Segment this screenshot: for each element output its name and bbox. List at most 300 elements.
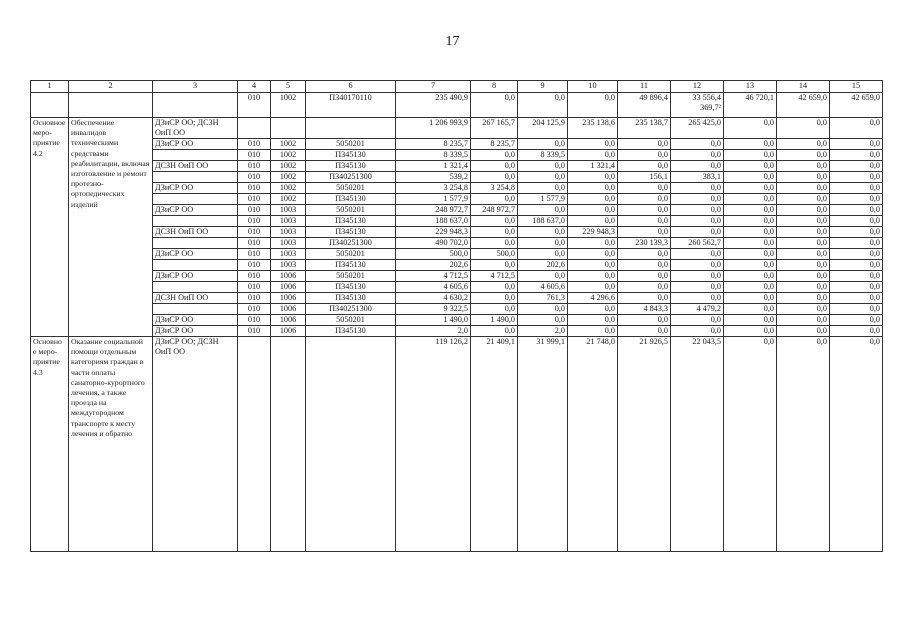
section-code-cell: 1006 [271,326,306,337]
table-row [31,337,883,552]
year-col-15-cell: 0,0 [830,293,883,304]
year-col-11-cell: 0,0 [618,150,671,161]
ministry-code-cell: 010 [238,183,271,194]
year-col-11-cell: 0,0 [618,249,671,260]
year-col-10-cell: 21 748,0 [568,337,618,552]
year-col-12-cell: 22 043,5 [671,337,724,552]
section-code-cell: 1003 [271,249,306,260]
total-amount-cell: 9 322,5 [396,304,471,315]
year-col-11-cell: 235 138,7 [618,118,671,139]
year-col-10-cell: 0,0 [568,282,618,293]
executor-cell: ДСЗН ОиП ОО [153,227,238,238]
total-amount-cell: 490 702,0 [396,238,471,249]
column-number: 11 [618,81,671,93]
target-article-cell [306,118,396,139]
column-number: 13 [724,81,777,93]
page-number: 17 [445,34,460,49]
total-amount-cell: 235 490,9 [396,93,471,118]
section-code-cell: 1006 [271,293,306,304]
year-col-13-cell: 0,0 [724,216,777,227]
executor-cell [153,216,238,227]
year-col-12-cell: 33 556,4 369,7² [671,93,724,118]
year-col-15-cell: 0,0 [830,315,883,326]
executor-cell: ДСЗН ОиП ОО [153,161,238,172]
section-code-cell: 1002 [271,161,306,172]
target-article-cell: П345130 [306,293,396,304]
year-col-8-cell: 0,0 [471,194,518,205]
target-article-cell: 5050201 [306,315,396,326]
year-col-14-cell: 0,0 [777,249,830,260]
section-code-cell: 1002 [271,93,306,118]
table-row [31,271,883,282]
year-col-10-cell: 0,0 [568,326,618,337]
section-code-cell: 1006 [271,315,306,326]
column-number: 10 [568,81,618,93]
year-col-11-cell: 0,0 [618,293,671,304]
year-col-13-cell: 0,0 [724,150,777,161]
target-article-cell: П340251300 [306,172,396,183]
column-number: 12 [671,81,724,93]
year-col-13-cell: 0,0 [724,315,777,326]
year-col-8-cell: 248 972,7 [471,205,518,216]
total-amount-cell: 500,0 [396,249,471,260]
table-row [31,161,883,172]
year-col-13-cell: 0,0 [724,304,777,315]
year-col-14-cell: 0,0 [777,293,830,304]
year-col-13-cell: 0,0 [724,172,777,183]
section-code-cell: 1006 [271,282,306,293]
year-col-8-cell: 1 490,0 [471,315,518,326]
year-col-9-cell: 188 637,0 [518,216,568,227]
section-code-cell: 1006 [271,271,306,282]
ministry-code-cell: 010 [238,304,271,315]
year-col-11-cell: 49 896,4 [618,93,671,118]
section-code-cell: 1003 [271,238,306,249]
year-col-11-cell: 0,0 [618,139,671,150]
year-col-12-cell: 0,0 [671,216,724,227]
year-col-10-cell: 0,0 [568,194,618,205]
year-col-10-cell: 0,0 [568,139,618,150]
year-col-8-cell: 500,0 [471,249,518,260]
year-col-14-cell: 0,0 [777,161,830,172]
column-number: 5 [271,81,306,93]
year-col-9-cell: 204 125,9 [518,118,568,139]
ministry-code-cell: 010 [238,194,271,205]
year-col-15-cell: 0,0 [830,282,883,293]
target-article-cell: П340170110 [306,93,396,118]
year-col-12-cell: 0,0 [671,282,724,293]
ministry-code-cell: 010 [238,139,271,150]
table-row [31,139,883,150]
year-col-10-cell: 4 296,6 [568,293,618,304]
year-col-8-cell: 0,0 [471,238,518,249]
column-number: 7 [396,81,471,93]
year-col-10-cell: 0,0 [568,260,618,271]
target-article-cell: П345130 [306,227,396,238]
year-col-11-cell: 0,0 [618,194,671,205]
year-col-13-cell: 0,0 [724,194,777,205]
year-col-13-cell: 0,0 [724,227,777,238]
year-col-11-cell: 0,0 [618,282,671,293]
total-amount-cell: 1 206 993,9 [396,118,471,139]
year-col-12-cell: 0,0 [671,315,724,326]
executor-cell [153,93,238,118]
year-col-9-cell: 0,0 [518,161,568,172]
year-col-12-cell: 0,0 [671,271,724,282]
header-row [31,81,883,93]
year-col-12-cell: 0,0 [671,249,724,260]
table-row [31,205,883,216]
year-col-12-cell: 260 562,7 [671,238,724,249]
total-amount-cell: 229 948,3 [396,227,471,238]
year-col-14-cell: 0,0 [777,304,830,315]
year-col-14-cell: 0,0 [777,194,830,205]
ministry-code-cell [238,118,271,139]
year-col-13-cell: 0,0 [724,271,777,282]
year-col-14-cell: 0,0 [777,118,830,139]
year-col-13-cell: 0,0 [724,293,777,304]
year-col-11-cell: 230 139,3 [618,238,671,249]
year-col-9-cell: 8 339,5 [518,150,568,161]
column-number: 8 [471,81,518,93]
total-amount-cell: 3 254,8 [396,183,471,194]
year-col-10-cell: 235 138,6 [568,118,618,139]
executor-cell [153,194,238,205]
table-row [31,249,883,260]
section-code-cell: 1003 [271,227,306,238]
total-amount-cell: 188 637,0 [396,216,471,227]
year-col-15-cell: 0,0 [830,161,883,172]
year-col-15-cell: 0,0 [830,194,883,205]
year-col-11-cell: 21 926,5 [618,337,671,552]
ministry-code-cell: 010 [238,93,271,118]
year-col-8-cell: 0,0 [471,150,518,161]
target-article-cell: 5050201 [306,205,396,216]
section-code-cell: 1003 [271,216,306,227]
year-col-9-cell: 0,0 [518,249,568,260]
year-col-15-cell: 0,0 [830,304,883,315]
year-col-11-cell: 0,0 [618,315,671,326]
year-col-8-cell: 0,0 [471,282,518,293]
year-col-10-cell: 0,0 [568,216,618,227]
total-amount-cell: 119 126,2 [396,337,471,552]
year-col-8-cell: 0,0 [471,216,518,227]
year-col-10-cell: 0,0 [568,304,618,315]
year-col-11-cell: 0,0 [618,161,671,172]
ministry-code-cell: 010 [238,249,271,260]
empty-cell [31,93,69,118]
table-row [31,183,883,194]
year-col-14-cell: 0,0 [777,227,830,238]
year-col-8-cell: 0,0 [471,172,518,183]
year-col-13-cell: 46 720,1 [724,93,777,118]
year-col-13-cell: 0,0 [724,205,777,216]
year-col-12-cell: 0,0 [671,150,724,161]
year-col-9-cell: 2,0 [518,326,568,337]
year-col-15-cell: 0,0 [830,118,883,139]
year-col-14-cell: 0,0 [777,183,830,194]
year-col-9-cell: 0,0 [518,271,568,282]
table-row [31,260,883,271]
year-col-12-cell: 0,0 [671,205,724,216]
executor-cell [153,304,238,315]
year-col-10-cell: 0,0 [568,183,618,194]
year-col-11-cell: 0,0 [618,260,671,271]
table-row [31,194,883,205]
year-col-12-cell: 0,0 [671,227,724,238]
year-col-14-cell: 42 659,0 [777,93,830,118]
executor-cell [153,238,238,249]
year-col-12-cell: 0,0 [671,293,724,304]
column-number: 3 [153,81,238,93]
year-col-13-cell: 0,0 [724,238,777,249]
year-col-13-cell: 0,0 [724,326,777,337]
year-col-10-cell: 0,0 [568,205,618,216]
year-col-10-cell: 0,0 [568,150,618,161]
year-col-9-cell: 31 999,1 [518,337,568,552]
year-col-15-cell: 0,0 [830,183,883,194]
ministry-code-cell: 010 [238,326,271,337]
target-article-cell [306,337,396,552]
year-col-14-cell: 0,0 [777,216,830,227]
column-number: 1 [31,81,69,93]
target-article-cell: 5050201 [306,271,396,282]
target-article-cell: П345130 [306,194,396,205]
description-cell: Оказание социальной помощи отдельным категориям граждан в части оплаты санаторно-курортного лечения, а также проезда на междугородном транспорте к месту лечения и обратно [69,337,153,552]
target-article-cell: 5050201 [306,139,396,150]
year-col-15-cell: 0,0 [830,216,883,227]
empty-cell [69,93,153,118]
ministry-code-cell: 010 [238,227,271,238]
section-code-cell [271,118,306,139]
year-col-15-cell: 0,0 [830,150,883,161]
year-col-8-cell: 4 712,5 [471,271,518,282]
year-col-15-cell: 0,0 [830,238,883,249]
section-code-cell: 1003 [271,260,306,271]
year-col-11-cell: 4 843,3 [618,304,671,315]
table-row [31,282,883,293]
event-cell: Основно е меро-приятие 4.3 [31,337,69,552]
target-article-cell: 5050201 [306,249,396,260]
total-amount-cell: 248 972,7 [396,205,471,216]
year-col-9-cell: 0,0 [518,172,568,183]
year-col-15-cell: 0,0 [830,271,883,282]
column-number: 15 [830,81,883,93]
year-col-13-cell: 0,0 [724,161,777,172]
event-cell: Основное меро-приятие 4.2 [31,118,69,337]
year-col-14-cell: 0,0 [777,315,830,326]
budget-table [30,80,883,552]
year-col-9-cell: 1 577,9 [518,194,568,205]
year-col-10-cell: 0,0 [568,172,618,183]
year-col-11-cell: 0,0 [618,326,671,337]
year-col-12-cell: 0,0 [671,161,724,172]
column-number: 14 [777,81,830,93]
year-col-8-cell: 3 254,8 [471,183,518,194]
year-col-13-cell: 0,0 [724,183,777,194]
year-col-14-cell: 0,0 [777,205,830,216]
table-row [31,238,883,249]
ministry-code-cell: 010 [238,260,271,271]
year-col-14-cell: 0,0 [777,139,830,150]
year-col-8-cell: 0,0 [471,304,518,315]
table-row [31,315,883,326]
target-article-cell: П345130 [306,150,396,161]
year-col-12-cell: 0,0 [671,139,724,150]
year-col-13-cell: 0,0 [724,337,777,552]
target-article-cell: П345130 [306,216,396,227]
year-col-12-cell: 265 425,0 [671,118,724,139]
section-code-cell: 1002 [271,172,306,183]
target-article-cell: П340251300 [306,304,396,315]
ministry-code-cell: 010 [238,205,271,216]
year-col-10-cell: 229 948,3 [568,227,618,238]
year-col-15-cell: 0,0 [830,227,883,238]
year-col-15-cell: 0,0 [830,260,883,271]
year-col-8-cell: 267 165,7 [471,118,518,139]
section-code-cell: 1006 [271,304,306,315]
ministry-code-cell: 010 [238,216,271,227]
year-col-10-cell: 0,0 [568,315,618,326]
column-number: 9 [518,81,568,93]
total-amount-cell: 4 712,5 [396,271,471,282]
year-col-10-cell: 0,0 [568,249,618,260]
executor-cell: ДЗиСР ОО [153,326,238,337]
year-col-11-cell: 0,0 [618,205,671,216]
year-col-10-cell: 0,0 [568,238,618,249]
executor-cell [153,150,238,161]
year-col-14-cell: 0,0 [777,326,830,337]
target-article-cell: П345130 [306,260,396,271]
total-amount-cell: 1 490,0 [396,315,471,326]
year-col-14-cell: 0,0 [777,282,830,293]
column-number: 4 [238,81,271,93]
year-col-15-cell: 0,0 [830,139,883,150]
year-col-13-cell: 0,0 [724,260,777,271]
table-row [31,227,883,238]
year-col-14-cell: 0,0 [777,260,830,271]
target-article-cell: 5050201 [306,183,396,194]
executor-cell: ДЗиСР ОО [153,271,238,282]
executor-cell: ДЗиСР ОО [153,139,238,150]
year-col-11-cell: 0,0 [618,227,671,238]
year-col-9-cell: 0,0 [518,183,568,194]
year-col-12-cell: 0,0 [671,183,724,194]
year-col-15-cell: 42 659,0 [830,93,883,118]
table-row [31,93,883,118]
ministry-code-cell: 010 [238,293,271,304]
section-code-cell: 1002 [271,194,306,205]
year-col-14-cell: 0,0 [777,271,830,282]
target-article-cell: П345130 [306,161,396,172]
ministry-code-cell: 010 [238,282,271,293]
year-col-14-cell: 0,0 [777,337,830,552]
year-col-15-cell: 0,0 [830,249,883,260]
year-col-9-cell: 761,3 [518,293,568,304]
table-row [31,293,883,304]
year-col-11-cell: 0,0 [618,271,671,282]
table-row [31,216,883,227]
year-col-8-cell: 0,0 [471,293,518,304]
year-col-8-cell: 0,0 [471,326,518,337]
ministry-code-cell: 010 [238,161,271,172]
year-col-12-cell: 383,1 [671,172,724,183]
year-col-9-cell: 0,0 [518,227,568,238]
total-amount-cell: 2,0 [396,326,471,337]
total-amount-cell: 539,2 [396,172,471,183]
total-amount-cell: 4 605,6 [396,282,471,293]
year-col-12-cell: 0,0 [671,326,724,337]
year-col-12-cell: 0,0 [671,260,724,271]
section-code-cell: 1002 [271,183,306,194]
ministry-code-cell [238,337,271,552]
year-col-15-cell: 0,0 [830,172,883,183]
total-amount-cell: 1 577,9 [396,194,471,205]
year-col-13-cell: 0,0 [724,139,777,150]
year-col-13-cell: 0,0 [724,249,777,260]
total-amount-cell: 8 235,7 [396,139,471,150]
executor-cell: ДЗиСР ОО [153,183,238,194]
executor-cell: ДЗиСР ОО [153,205,238,216]
table-row [31,304,883,315]
total-amount-cell: 202,6 [396,260,471,271]
year-col-9-cell: 0,0 [518,93,568,118]
year-col-12-cell: 0,0 [671,194,724,205]
executor-cell [153,260,238,271]
ministry-code-cell: 010 [238,238,271,249]
year-col-11-cell: 156,1 [618,172,671,183]
executor-cell: ДЗиСР ОО [153,315,238,326]
year-col-15-cell: 0,0 [830,205,883,216]
year-col-9-cell: 0,0 [518,304,568,315]
section-code-cell: 1003 [271,205,306,216]
year-col-15-cell: 0,0 [830,337,883,552]
executor-cell [153,282,238,293]
description-cell: Обеспечение инвалидов техническими средствами реабилитации, включая изготовление и ремонт протезно-ортопедических изделий [69,118,153,337]
section-code-cell: 1002 [271,139,306,150]
total-amount-cell: 4 630,2 [396,293,471,304]
target-article-cell: П345130 [306,282,396,293]
year-col-13-cell: 0,0 [724,282,777,293]
year-col-11-cell: 0,0 [618,183,671,194]
year-col-12-cell: 4 479,2 [671,304,724,315]
year-col-9-cell: 0,0 [518,205,568,216]
table-row [31,172,883,183]
target-article-cell: П340251300 [306,238,396,249]
executor-cell: ДЗиСР ОО [153,249,238,260]
total-amount-cell: 1 321,4 [396,161,471,172]
executor-cell [153,172,238,183]
year-col-8-cell: 0,0 [471,93,518,118]
ministry-code-cell: 010 [238,172,271,183]
ministry-code-cell: 010 [238,315,271,326]
year-col-8-cell: 21 409,1 [471,337,518,552]
year-col-14-cell: 0,0 [777,238,830,249]
year-col-14-cell: 0,0 [777,150,830,161]
year-col-14-cell: 0,0 [777,172,830,183]
year-col-9-cell: 0,0 [518,315,568,326]
year-col-10-cell: 0,0 [568,271,618,282]
year-col-8-cell: 0,0 [471,260,518,271]
year-col-9-cell: 0,0 [518,139,568,150]
table-row [31,150,883,161]
year-col-13-cell: 0,0 [724,118,777,139]
year-col-11-cell: 0,0 [618,216,671,227]
table-row [31,326,883,337]
year-col-8-cell: 0,0 [471,161,518,172]
year-col-10-cell: 0,0 [568,93,618,118]
ministry-code-cell: 010 [238,271,271,282]
